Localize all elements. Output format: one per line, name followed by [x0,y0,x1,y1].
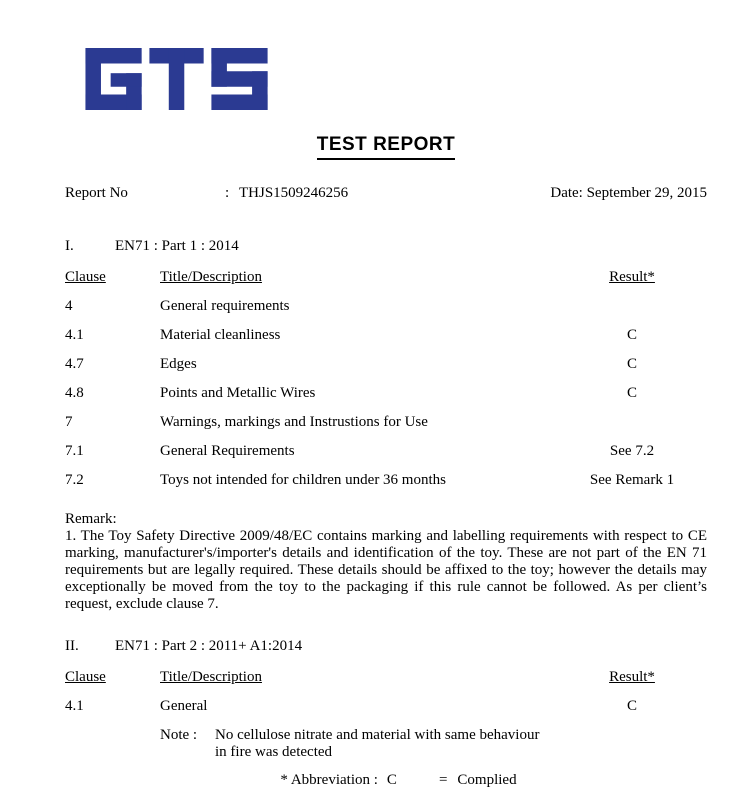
section-2-numeral: II. [65,638,79,654]
row-clause: 4 [65,298,73,314]
abbreviation-line [65,772,707,789]
row-result: C [626,356,637,372]
row-clause: 7.2 [65,472,84,488]
report-date: Date: September 29, 2015 [550,185,707,201]
gts-logo-icon [85,48,270,110]
row-title: Edges [160,356,197,372]
note-text [215,727,539,761]
row-clause: 4.1 [65,698,84,714]
table-row [65,414,707,431]
table-row [65,698,707,715]
note-line-1: No cellulose nitrate and material with same behaviour [215,727,540,743]
section-2-title: EN71 : Part 2 : 2011+ A1:2014 [115,638,303,654]
row-title: General requirements [160,298,290,314]
col-header-result: Result* [609,269,655,285]
report-title: TEST REPORT [317,134,456,160]
row-result: C [626,698,637,714]
title-row [65,134,707,160]
col-header-title: Title/Description [160,669,262,685]
table-1-header [65,269,707,286]
col-header-result: Result* [609,669,655,685]
row-result: See Remark 1 [589,472,675,488]
report-no-value: THJS1509246256 [239,185,349,201]
abbreviation-meaning: Complied [457,772,517,788]
row-title: Warnings, markings and Instrustions for Use [160,414,428,430]
report-no-label: Report No [65,185,128,201]
row-clause: 4.8 [65,385,84,401]
abbreviation-prefix: * Abbreviation : [280,772,378,788]
section-1-numeral: I. [65,238,74,254]
section-1-title: EN71 : Part 1 : 2014 [115,238,239,254]
note-line-2: in fire was detected [215,744,333,760]
remark-label: Remark: [65,511,117,527]
row-clause: 7.1 [65,443,84,459]
row-result [557,414,707,431]
table-row [65,298,707,315]
table-row [65,356,707,373]
note-row [65,727,707,761]
row-title: General [160,698,208,714]
row-title: Material cleanliness [160,327,281,343]
col-header-title: Title/Description [160,269,262,285]
table-2-header [65,669,707,686]
table-row [65,327,707,344]
abbreviation-equals: = [438,772,448,788]
row-clause: 7 [65,414,73,430]
col-header-clause: Clause [65,269,106,285]
abbreviation-code: C [386,772,397,788]
report-info-row [65,185,707,202]
remark-block [65,511,707,613]
table-row [65,472,707,489]
row-title: Toys not intended for children under 36 months [160,472,446,488]
row-title: Points and Metallic Wires [160,385,316,401]
section-1-heading [65,238,707,255]
row-result: See 7.2 [609,443,655,459]
row-clause: 4.1 [65,327,84,343]
row-clause: 4.7 [65,356,84,372]
logo-container [85,48,707,110]
section-2-heading [65,638,707,655]
remark-text: 1. The Toy Safety Directive 2009/48/EC contains marking and labelling requirements with respect to CE marking, manufacturer's/importer's details and identification of the toy. These are not part of the EN 71 requirements but are legally required. These details should be affixed to the toy; however the details may exceptionally be moved from the toy to the packaging if this rule cannot be followed. As per client’s request, exclude clause 7. [65,528,707,612]
note-label: Note : [160,727,198,743]
row-result: C [626,385,637,401]
table-row [65,443,707,460]
table-row [65,385,707,402]
row-result [557,298,707,315]
report-no-colon: : [225,185,230,201]
col-header-clause: Clause [65,669,106,685]
row-title: General Requirements [160,443,295,459]
row-result: C [626,327,637,343]
